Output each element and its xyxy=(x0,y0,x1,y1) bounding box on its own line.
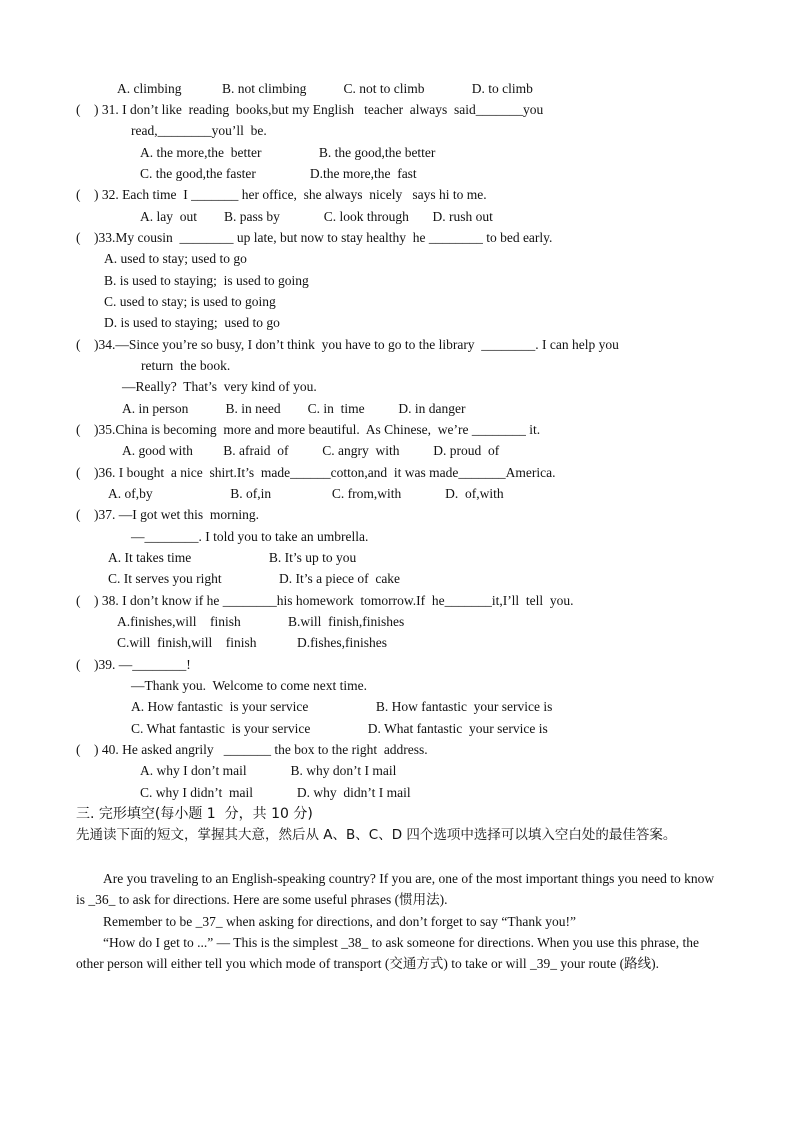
section-instruction: 先通读下面的短文，掌握其大意，然后从 A、B、C、D 四个选项中选择可以填入空白处的最佳答案。 xyxy=(76,827,677,843)
text-line: C. It serves you right D. It’s a piece of cake xyxy=(108,571,401,586)
passage-paragraph-1: Are you traveling to an English-speaking country? If you are, one of the most important things you need to know is _36_ to ask for directions. Here are some useful phrases (惯用法). xyxy=(76,871,715,908)
text-line: A. lay out B. pass by C. look through D. rush out xyxy=(140,209,493,224)
text-line: ( )35.China is becoming more and more beautiful. As Chinese, we’re ________ it. xyxy=(76,422,541,437)
passage-paragraph-3: “How do I get to ...” — This is the simplest _38_ to ask someone for directions. When you use this phrase, the other person will either tell you which mode of transport (交通方式) to take or will _39_ your route (路线). xyxy=(76,935,700,972)
text-line: A.finishes,will finish B.will finish,finishes xyxy=(117,614,405,629)
text-line: D. is used to staying; used to go xyxy=(104,315,280,330)
text-line: —Thank you. Welcome to come next time. xyxy=(131,678,367,693)
text-line: A. of,by B. of,in C. from,with D. of,with xyxy=(108,486,504,501)
text-line: C. the good,the faster D.the more,the fast xyxy=(140,166,417,181)
passage-paragraph-2: Remember to be _37_ when asking for directions, and don’t forget to say “Thank you!” xyxy=(103,914,577,929)
text-line: return the book. xyxy=(141,358,231,373)
text-line: C. What fantastic is your service D. What fantastic your service is xyxy=(131,721,548,736)
text-line: C. why I didn’t mail D. why didn’t I mail xyxy=(140,785,411,800)
text-line: A. used to stay; used to go xyxy=(104,251,247,266)
text-line: ( ) 38. I don’t know if he ________his homework tomorrow.If he_______it,I’ll tell you. xyxy=(76,593,574,608)
text-line: A. It takes time B. It’s up to you xyxy=(108,550,357,565)
text-line: B. is used to staying; is used to going xyxy=(104,273,309,288)
text-line: ( )39. —________! xyxy=(76,657,191,672)
text-line: ( )33.My cousin ________ up late, but now to stay healthy he ________ to bed early. xyxy=(76,230,553,245)
text-line: read,________you’ll be. xyxy=(131,123,267,138)
text-line: —________. I told you to take an umbrella. xyxy=(131,529,369,544)
text-line: ( )37. —I got wet this morning. xyxy=(76,507,259,522)
text-line: A. the more,the better B. the good,the better xyxy=(140,145,436,160)
text-line: A. in person B. in need C. in time D. in danger xyxy=(122,401,466,416)
text-line: A. why I don’t mail B. why don’t I mail xyxy=(140,763,397,778)
text-line: ( )34.—Since you’re so busy, I don’t think you have to go to the library ________. I can help you xyxy=(76,337,619,352)
text-line: A. climbing B. not climbing C. not to climb D. to climb xyxy=(117,81,533,96)
text-line: ( ) 31. I don’t like reading books,but my English teacher always said_______you xyxy=(76,102,544,117)
text-line: —Really? That’s very kind of you. xyxy=(122,379,317,394)
text-line: ( )36. I bought a nice shirt.It’s made______cotton,and it was made_______America. xyxy=(76,465,556,480)
section-heading: 三. 完形填空(每小题 1 分，共 10 分) xyxy=(76,806,313,822)
text-line: ( ) 40. He asked angrily _______ the box to the right address. xyxy=(76,742,428,757)
text-line: C.will finish,will finish D.fishes,finishes xyxy=(117,635,387,650)
text-line: A. good with B. afraid of C. angry with D. proud of xyxy=(122,443,500,458)
text-line: C. used to stay; is used to going xyxy=(104,294,276,309)
text-line: A. How fantastic is your service B. How fantastic your service is xyxy=(131,699,553,714)
text-line: ( ) 32. Each time I _______ her office, she always nicely says hi to me. xyxy=(76,187,487,202)
